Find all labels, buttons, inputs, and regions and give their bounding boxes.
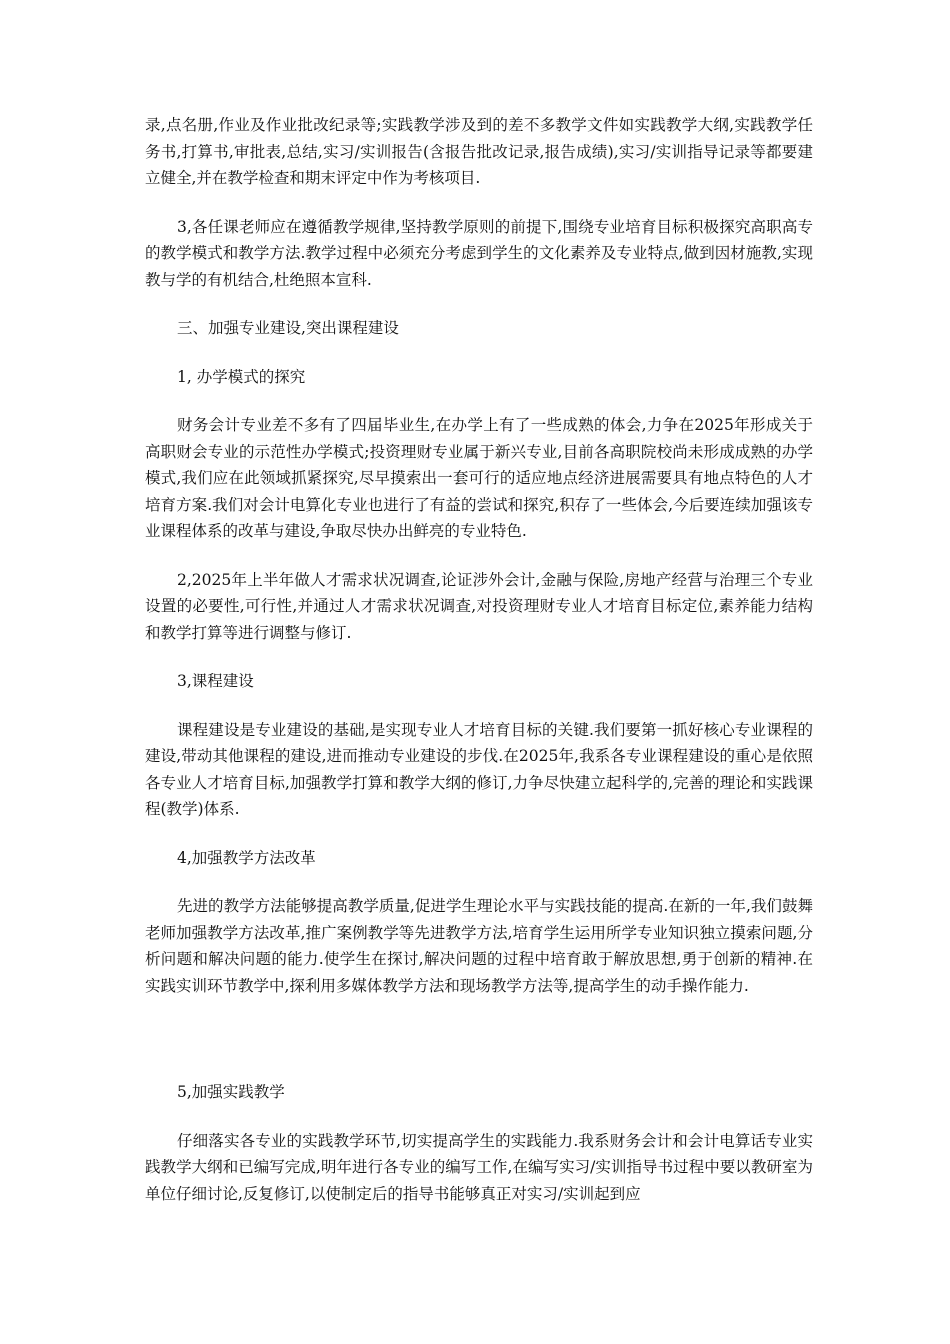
paragraph-school-model: 财务会计专业差不多有了四届毕业生,在办学上有了一些成熟的体会,力争在2025年形成关于高职财会专业的示范性办学模式;投资理财专业属于新兴专业,目前各高职院校尚未形成成熟的办学模式,我们应在此领域抓紧探究,尽早摸索出一套可行的适应地点经济进展需要具有地点特色的人才培育方案.我们对会计电算化专业也进行了有益的尝试和探究,积存了一些体会,今后要连续加强该专业课程体系的改革与建设,争取尽快办出鲜亮的专业特色. xyxy=(145,416,813,540)
paragraph-practice-teaching: 仔细落实各专业的实践教学环节,切实提高学生的实践能力.我系财务会计和会计电算话专业实践教学大纲和已编写完成,明年进行各专业的编写工作,在编写实习/实训指导书过程中要以教研室为单位仔细讨论,反复修订,以使制定后的指导书能够真正对实习/实训起到应 xyxy=(145,1131,813,1203)
subheading-teaching-reform: 4,加强教学方法改革 xyxy=(177,848,316,867)
section-heading: 三、加强专业建设,突出课程建设 xyxy=(177,319,399,337)
paragraph-continuation: 录,点名册,作业及作业批改纪录等;实践教学涉及到的差不多教学文件如实践教学大纲,实践教学任务书,打算书,审批表,总结,实习/实训报告(含报告批改记录,报告成绩),实习/实训指导记录等都要建立健全,并在教学检查和期末评定中作为考核项目. xyxy=(145,116,813,187)
subheading-practice-teaching: 5,加强实践教学 xyxy=(177,1083,285,1101)
subheading-course-building: 3,课程建设 xyxy=(177,672,254,690)
subheading-school-model: 1, 办学模式的探究 xyxy=(177,367,306,386)
document-page xyxy=(145,112,813,1207)
paragraph-teaching-methods: 3,各任课老师应在遵循教学规律,坚持教学原则的前提下,围绕专业培育目标积极探究高职高专的教学模式和教学方法.教学过程中必须充分考虑到学生的文化素养及专业特点,做到因材施教,实现教与学的有机结合,杜绝照本宣科. xyxy=(145,217,813,289)
paragraph-course-building: 课程建设是专业建设的基础,是实现专业人才培育目标的关键.我们要第一抓好核心专业课程的建设,带动其他课程的建设,进而推动专业建设的步伐.在2025年,我系各专业课程建设的重心是依照各专业人才培育目标,加强教学打算和教学大纲的修订,力争尽快建立起科学的,完善的理论和实践课程(教学)体系. xyxy=(145,720,813,818)
paragraph-teaching-reform: 先进的教学方法能够提高教学质量,促进学生理论水平与实践技能的提高.在新的一年,我们鼓舞老师加强教学方法改革,推广案例教学等先进教学方法,培育学生运用所学专业知识独立摸索问题,分析问题和解决问题的能力.使学生在探讨,解决问题的过程中培育敢于解放思想,勇于创新的精神.在实践实训环节教学中,探利用多媒体教学方法和现场教学方法等,提高学生的动手操作能力. xyxy=(145,897,813,995)
paragraph-talent-survey: 2,2025年上半年做人才需求状况调查,论证涉外会计,金融与保险,房地产经营与治理三个专业设置的必要性,可行性,并通过人才需求状况调查,对投资理财专业人才培育目标定位,素养能力结构和教学打算等进行调整与修订. xyxy=(145,570,813,642)
